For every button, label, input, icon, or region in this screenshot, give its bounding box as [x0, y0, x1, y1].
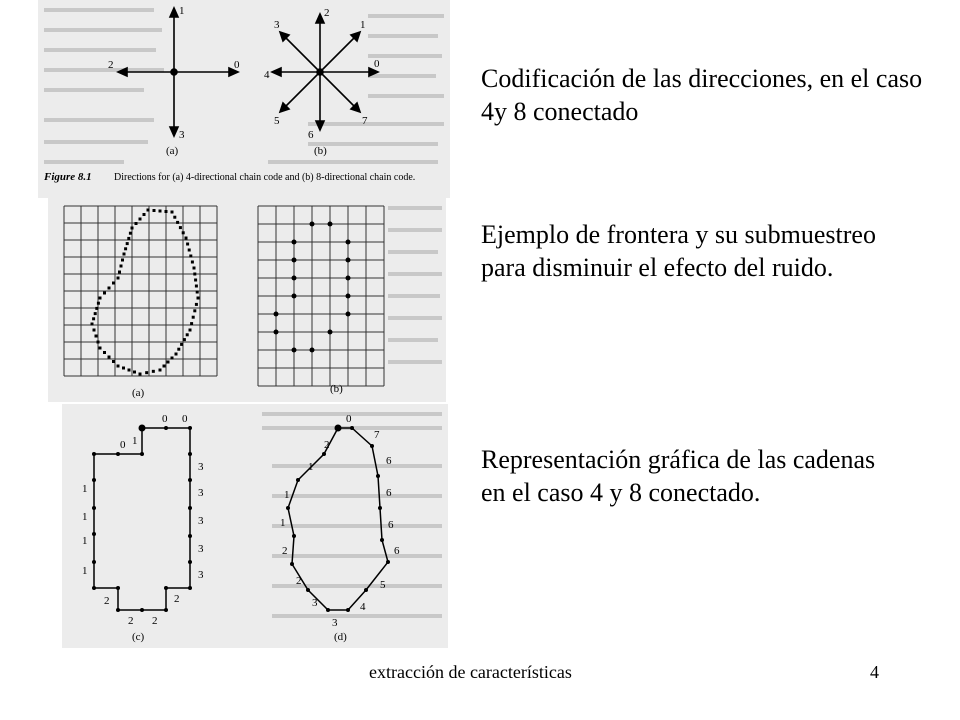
fig3-sub-d: (d) — [334, 631, 347, 643]
figure-boundary-resampling — [48, 198, 446, 402]
fig2-sub-b: (b) — [330, 383, 343, 395]
dir8-label-1: 1 — [360, 19, 366, 31]
dir8-label-0: 0 — [374, 58, 380, 70]
svg-text:1: 1 — [132, 435, 138, 447]
svg-text:1: 1 — [82, 565, 88, 577]
slide-text-boundary-example: Ejemplo de frontera y su submuestreo para disminuir el efecto del ruido. — [481, 220, 876, 282]
footer-title: extracción de características — [369, 662, 572, 682]
svg-text:4: 4 — [360, 601, 366, 613]
fig1-sub-a: (a) — [166, 145, 179, 157]
figure-chain-code-directions — [38, 0, 450, 198]
dir8-label-7: 7 — [362, 115, 368, 127]
svg-text:2: 2 — [128, 615, 134, 627]
svg-text:3: 3 — [312, 597, 318, 609]
dir4-label-1: 1 — [179, 5, 185, 17]
dir8-label-5: 5 — [274, 115, 280, 127]
svg-text:3: 3 — [198, 461, 204, 473]
svg-text:1: 1 — [82, 511, 88, 523]
svg-text:6: 6 — [386, 487, 392, 499]
svg-text:0: 0 — [162, 413, 168, 425]
svg-text:0: 0 — [182, 413, 188, 425]
dir4-label-0: 0 — [234, 59, 240, 71]
svg-text:1: 1 — [308, 461, 314, 473]
dir8-label-6: 6 — [308, 129, 314, 141]
svg-text:2: 2 — [174, 593, 180, 605]
svg-text:2: 2 — [152, 615, 158, 627]
svg-text:5: 5 — [380, 579, 386, 591]
svg-text:1: 1 — [284, 489, 290, 501]
svg-text:6: 6 — [394, 545, 400, 557]
figure-chain-code-graphics — [62, 404, 448, 648]
dir8-label-4: 4 — [264, 69, 270, 81]
dir4-label-2: 2 — [108, 59, 114, 71]
fig1-caption-text: Directions for (a) 4-directional chain code and (b) 8-directional chain code. — [114, 172, 416, 183]
page-number: 4 — [870, 662, 879, 682]
fig3-sub-c: (c) — [132, 631, 145, 643]
dir8-label-3: 3 — [274, 19, 280, 31]
svg-text:6: 6 — [388, 519, 394, 531]
slide-text-direction-coding: Codificación de las direcciones, en el caso 4y 8 conectado — [481, 64, 923, 126]
svg-text:2: 2 — [104, 595, 110, 607]
svg-text:3: 3 — [332, 617, 338, 629]
svg-text:1: 1 — [82, 535, 88, 547]
slide-text-chain-representation: Representación gráfica de las cadenas en el caso 4 y 8 conectado. — [481, 445, 876, 507]
svg-text:2: 2 — [296, 575, 302, 587]
svg-text:0: 0 — [346, 413, 352, 425]
fig1-caption-label: Figure 8.1 — [44, 171, 92, 183]
fig1-sub-b: (b) — [314, 145, 327, 157]
svg-text:6: 6 — [386, 455, 392, 467]
dir8-label-2: 2 — [324, 7, 330, 19]
fig2-sub-a: (a) — [132, 387, 145, 399]
svg-text:2: 2 — [324, 439, 330, 451]
svg-text:3: 3 — [198, 569, 204, 581]
svg-text:0: 0 — [120, 439, 126, 451]
svg-text:7: 7 — [374, 429, 380, 441]
svg-text:1: 1 — [82, 483, 88, 495]
svg-text:3: 3 — [198, 515, 204, 527]
svg-text:1: 1 — [280, 517, 286, 529]
svg-text:3: 3 — [198, 487, 204, 499]
svg-text:2: 2 — [282, 545, 288, 557]
dir4-label-3: 3 — [179, 129, 185, 141]
svg-text:3: 3 — [198, 543, 204, 555]
